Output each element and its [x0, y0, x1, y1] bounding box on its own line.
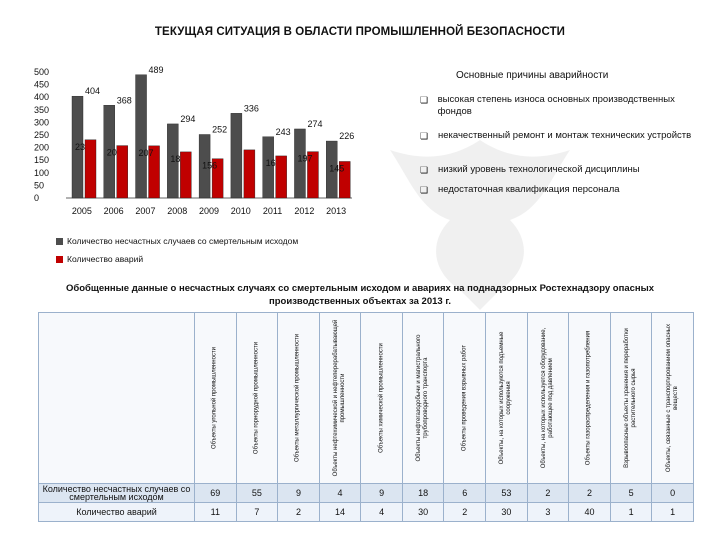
table-cell: 2 [278, 503, 320, 522]
table-cell: 4 [361, 503, 403, 522]
table-row [39, 484, 694, 503]
data-label: 336 [243, 103, 259, 114]
table-header-cell: Объекты проведения взрывных работ [444, 313, 486, 484]
data-label: 294 [180, 113, 196, 124]
data-label: 16 [265, 157, 276, 168]
data-label: 145 [329, 163, 345, 174]
x-tick-label: 2010 [230, 206, 251, 216]
table-cell: 18 [402, 484, 444, 503]
table-row [39, 503, 694, 522]
table-cell: 5 [610, 484, 652, 503]
data-label: 23 [75, 141, 86, 152]
table-header-cell: Объекты, на которых используются подъемные сооружения [486, 313, 528, 484]
bar-accidents [276, 156, 287, 198]
table-cell: 9 [278, 484, 320, 503]
x-tick-label: 2007 [135, 206, 156, 216]
table-header-cell: Объекты металлургической промышленности [278, 313, 320, 484]
table-cell: 14 [319, 503, 361, 522]
legend-item-accidents [56, 254, 143, 264]
reason-item [420, 94, 700, 118]
y-tick-label: 350 [34, 104, 50, 115]
bar-fatalities [136, 75, 147, 198]
table-header-cell: Объекты горнорудной промышленности [236, 313, 278, 484]
x-tick-label: 2008 [167, 206, 188, 216]
table-cell: 53 [486, 484, 528, 503]
data-label: 197 [297, 153, 313, 164]
table-header-cell: Взрывоопасные объекты хранения и переработки растительного сырья [610, 313, 652, 484]
table-cell: 11 [195, 503, 237, 522]
data-label: 226 [339, 131, 355, 142]
table-header-cell: Объекты, на которых используется оборудование, работающее под давлением [527, 313, 569, 484]
x-tick-label: 2005 [71, 206, 92, 216]
bar-accidents [85, 140, 96, 198]
table-cell: 1 [610, 503, 652, 522]
y-tick-label: 450 [34, 79, 50, 90]
data-label: 20 [106, 147, 117, 158]
bar-fatalities [231, 113, 242, 198]
data-label: 368 [116, 95, 132, 106]
table-header-cell: Объекты, связанные с транспортированием опасных веществ [652, 313, 694, 484]
table-cell: 30 [402, 503, 444, 522]
data-label: 207 [138, 147, 154, 158]
x-tick-label: 2013 [326, 206, 347, 216]
table-cell: 3 [527, 503, 569, 522]
data-label: 243 [275, 126, 291, 137]
y-tick-label: 200 [34, 142, 50, 153]
y-tick-label: 400 [34, 92, 50, 103]
table-cell: 1 [652, 503, 694, 522]
checkbox-bullet-icon: ❏ [420, 185, 429, 195]
checkbox-bullet-icon: ❏ [420, 165, 429, 175]
reason-text: низкий уровень технологической дисциплины [438, 164, 640, 175]
table-cell: 30 [486, 503, 528, 522]
table-cell: 2 [527, 484, 569, 503]
table-cell: 40 [569, 503, 611, 522]
table-header-row [39, 313, 694, 484]
reason-item [420, 164, 700, 176]
table-subtitle: Обобщенные данные о несчастных случаях со смертельным исходом и авариях на поднадзорных Ростехнадзору опасных производственных объектах за 2013 г. [65, 283, 655, 307]
y-tick-label: 0 [34, 193, 40, 203]
table-header-cell: Объекты угольной промышленности [195, 313, 237, 484]
checkbox-bullet-icon: ❏ [420, 95, 429, 105]
y-tick-label: 150 [34, 155, 50, 166]
reason-item [420, 130, 700, 142]
x-tick-label: 2012 [294, 206, 315, 216]
accidents-table [38, 312, 694, 522]
reasons-title: Основные причины аварийности [456, 70, 609, 81]
bar-accidents [180, 152, 191, 198]
table-header-cell: Объекты нефтехимической и нефтеперерабатывающей промышленности [319, 313, 361, 484]
y-tick-label: 300 [34, 117, 50, 128]
data-label: 156 [202, 160, 218, 171]
table-cell: 0 [652, 484, 694, 503]
data-label: 18 [170, 153, 181, 164]
data-label: 404 [85, 86, 101, 97]
data-label: 274 [307, 118, 323, 129]
table-header-cell: Объекты химической промышленности [361, 313, 403, 484]
table-cell: 69 [195, 484, 237, 503]
table-header-cell: Объекты нефтегазодобычи и магистрального трубопроводного транспорта [402, 313, 444, 484]
reason-text: недостаточная квалификация персонала [438, 184, 620, 195]
x-tick-label: 2006 [103, 206, 124, 216]
table-cell: 55 [236, 484, 278, 503]
bar-chart [0, 44, 400, 230]
table-cell: 2 [569, 484, 611, 503]
y-tick-label: 50 [34, 180, 45, 191]
table-row-label: Количество аварий [39, 503, 195, 522]
bar-accidents [244, 150, 255, 198]
table-cell: 9 [361, 484, 403, 503]
reason-item [420, 184, 700, 196]
table-cell: 7 [236, 503, 278, 522]
data-label: 252 [212, 124, 228, 135]
bar-accidents [117, 146, 128, 198]
legend-swatch-fatalities [56, 238, 63, 245]
y-tick-label: 250 [34, 130, 50, 140]
y-tick-label: 500 [34, 67, 50, 77]
table-cell: 2 [444, 503, 486, 522]
legend-label-accidents: Количество аварий [67, 254, 144, 264]
legend-swatch-accidents [56, 256, 63, 263]
legend-item-fatalities [56, 236, 298, 246]
table-cell: 4 [319, 484, 361, 503]
x-tick-label: 2011 [262, 206, 283, 216]
reason-text: некачественный ремонт и монтаж технических устройств [438, 130, 692, 141]
x-tick-label: 2009 [198, 206, 220, 216]
checkbox-bullet-icon: ❏ [420, 131, 429, 141]
table-cell: 6 [444, 484, 486, 503]
table-corner-cell [39, 313, 195, 484]
reason-text: высокая степень износа основных производственных фондов [437, 94, 675, 117]
y-tick-label: 100 [34, 167, 50, 178]
table-header-cell: Объекты газораспределения и газопотребления [569, 313, 611, 484]
data-label: 489 [148, 64, 164, 75]
page-title: ТЕКУЩАЯ СИТУАЦИЯ В ОБЛАСТИ ПРОМЫШЛЕННОЙ БЕЗОПАСНОСТИ [154, 26, 566, 38]
legend-label-fatalities: Количество несчастных случаев со смертельным исходом [67, 236, 299, 246]
table-row-label: Количество несчастных случаев со смертельным исходом [39, 484, 195, 503]
